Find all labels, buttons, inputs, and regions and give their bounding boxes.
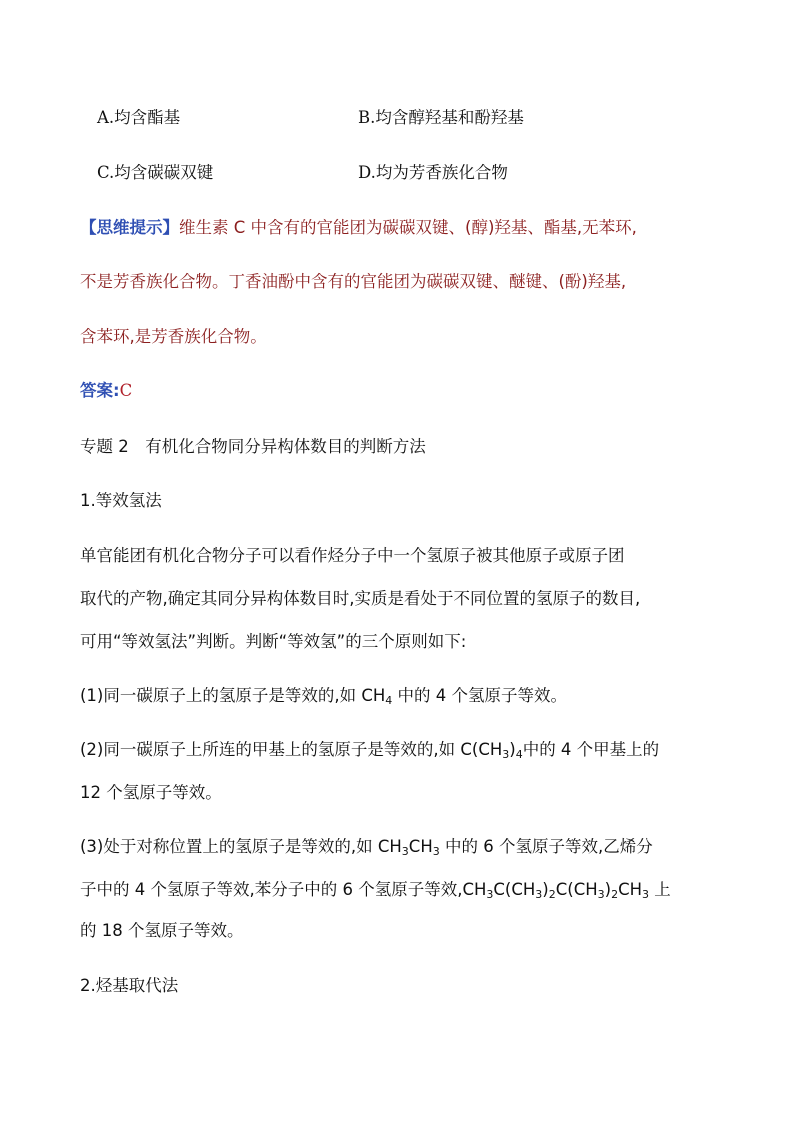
rule-3-l2-sub-1: 3	[486, 888, 494, 901]
rule-1-text-end: 中的 4 个氢原子等效。	[392, 686, 568, 705]
hint-text-1: 维生素 C 中含有的官能团为碳碳双键、(醇)羟基、酯基,无苯环,	[179, 218, 637, 237]
rule-1-text: (1)同一碳原子上的氢原子是等效的,如 CH	[80, 686, 386, 705]
rule-3-text: (3)处于对称位置上的氢原子是等效的,如 CH	[80, 837, 402, 856]
rule-2-sub-1: 3	[502, 748, 510, 761]
rule-3-l2-c: C(CH	[555, 880, 598, 899]
section1-heading: 1.等效氢法	[80, 491, 162, 510]
rule-1	[80, 686, 720, 706]
rule-2-line-2: 12 个氢原子等效。	[80, 783, 222, 802]
option-c: C.均含碳碳双键	[97, 163, 214, 182]
rule-2-mid: )	[509, 740, 516, 759]
rule-3-line-3: 的 18 个氢原子等效。	[80, 921, 244, 940]
rule-3-l2-text: 子中的 4 个氢原子等效,苯分子中的 6 个氢原子等效,CH	[80, 880, 487, 899]
hint-line-1	[80, 218, 637, 238]
option-d: D.均为芳香族化合物	[358, 163, 508, 182]
rule-3-sub-1: 3	[401, 845, 409, 858]
section1-intro-line-2: 取代的产物,确定其同分异构体数目时,实质是看处于不同位置的氢原子的数目,	[80, 589, 641, 608]
rule-3	[80, 837, 720, 857]
option-b: B.均含醇羟基和酚羟基	[358, 108, 524, 127]
hint-line-3: 含苯环,是芳香族化合物。	[80, 327, 267, 346]
answer-value: C	[119, 381, 133, 400]
rule-3-l2-a: C(CH	[493, 880, 536, 899]
rule-3-mid: CH	[408, 837, 433, 856]
rule-3-l2-b: )	[542, 880, 549, 899]
rule-2	[80, 740, 720, 760]
section1-intro-line-3: 可用“等效氢法”判断。判断“等效氢”的三个原则如下:	[80, 632, 467, 651]
rule-3-l2-sub-4: 3	[597, 888, 605, 901]
rule-3-l2-sub-6: 3	[642, 888, 649, 901]
rule-3-l2-sub-5: 2	[611, 888, 619, 901]
rule-2-text-end: 中的 4 个甲基上的	[522, 740, 660, 759]
option-a: A.均含酯基	[97, 108, 181, 127]
rule-2-sub-2: 4	[515, 748, 523, 761]
rule-3-sub-2: 3	[432, 845, 440, 858]
topic-title: 专题 2 有机化合物同分异构体数目的判断方法	[80, 437, 426, 456]
section1-intro-line-1: 单官能团有机化合物分子可以看作烃分子中一个氢原子被其他原子或原子团	[80, 546, 625, 565]
answer-line	[80, 381, 132, 401]
rule-3-l2-e: CH	[618, 880, 642, 899]
rule-2-text: (2)同一碳原子上所连的甲基上的氢原子是等效的,如 C(CH	[80, 740, 503, 759]
hint-line-2: 不是芳香族化合物。丁香油酚中含有的官能团为碳碳双键、醚键、(酚)羟基,	[80, 272, 627, 291]
rule-3-l2-d: )	[604, 880, 612, 899]
section2-heading: 2.烃基取代法	[80, 976, 179, 995]
rule-1-sub: 4	[385, 694, 393, 707]
rule-3-line-2	[80, 880, 720, 900]
rule-3-l2-end: 上	[649, 880, 671, 899]
rule-3-text-end: 中的 6 个氢原子等效,乙烯分	[439, 837, 653, 856]
rule-3-l2-sub-3: 2	[548, 888, 556, 901]
rule-3-l2-sub-2: 3	[535, 888, 543, 901]
answer-label: 答案:	[80, 381, 120, 400]
hint-label: 【思维提示】	[80, 218, 179, 237]
